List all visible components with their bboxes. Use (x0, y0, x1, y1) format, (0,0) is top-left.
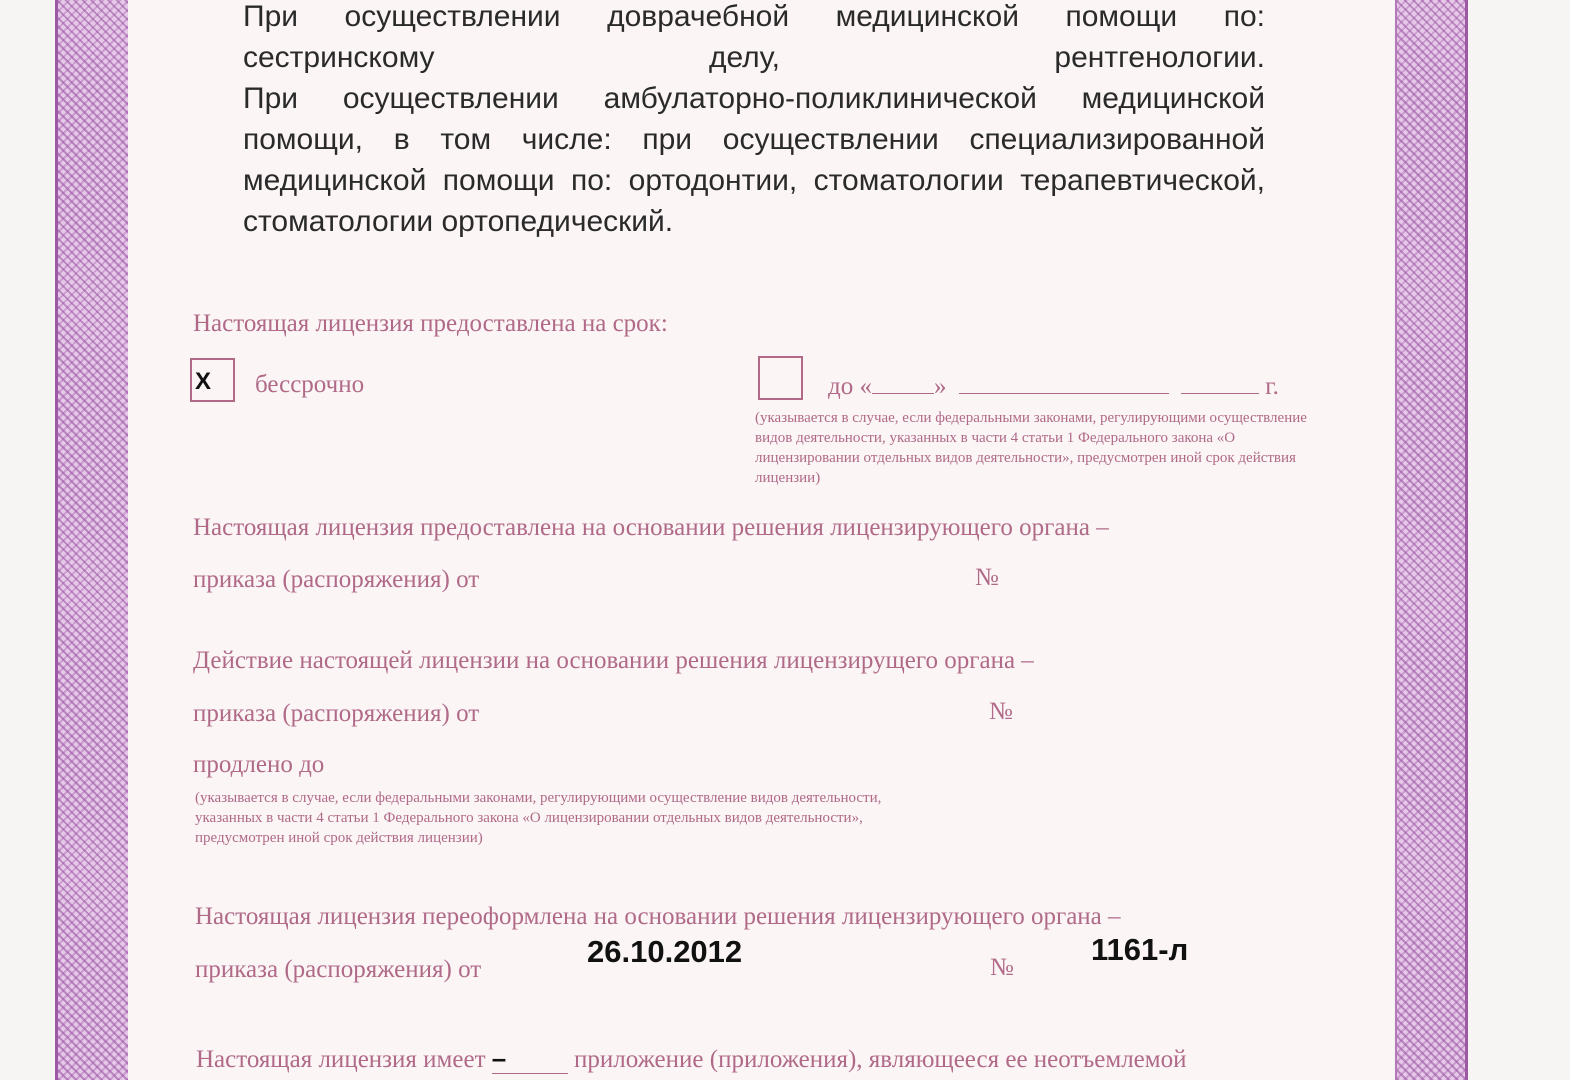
left-guilloche-border (55, 0, 130, 1080)
indefinite-label: бессрочно (255, 371, 365, 398)
term-note: (указывается в случае, если федеральными законами, регулирующими осуществление видов деятельности, указанных в части 4 статьи 1 Федерального закона «О лицензировании отдельных видов деятельности», предусмотрен иной срок действия лицензии) (755, 410, 1307, 486)
granted-line-2: приказа (распоряжения) от (193, 566, 480, 593)
indefinite-checkbox[interactable] (190, 358, 235, 402)
appendix-line (196, 1043, 1187, 1074)
right-guilloche-border (1395, 0, 1468, 1080)
appendix-prefix: Настоящая лицензия имеет (196, 1046, 486, 1073)
reissued-order-date: 26.10.2012 (587, 934, 743, 969)
reissued-line-2: приказа (распоряжения) от (195, 956, 482, 983)
until-quote-close: » (933, 373, 947, 400)
appendix-suffix: приложение (приложения), являющееся ее неотъемлемой (574, 1046, 1187, 1073)
extended-number-sign: № (989, 698, 1013, 725)
until-day-blank[interactable] (872, 371, 934, 394)
extended-line-3: продлено до (193, 751, 325, 778)
term-heading: Настоящая лицензия предоставлена на срок: (193, 310, 668, 337)
extended-line-2: приказа (распоряжения) от (193, 700, 480, 727)
granted-line-1: Настоящая лицензия предоставлена на основании решения лицензирующего органа – (193, 514, 1109, 541)
granted-number-sign: № (975, 564, 999, 591)
extended-note: (указывается в случае, если федеральными законами, регулирующими осуществление видов деятельности, указанных в части 4 статьи 1 Федерального закона «О лицензировании отдельных видов деятельности», предусмотрен иной срок действия лицензии) (195, 790, 882, 846)
indefinite-check-mark: X (195, 368, 212, 395)
until-date-checkbox[interactable] (758, 356, 803, 400)
reissued-number-sign: № (990, 954, 1014, 981)
activity-paragraph-2: При осуществлении амбулаторно-поликлинической медицинской помощи, в том числе: при осуществлении специализированной медицинской помощи по: ортодонтии, стоматологии терапевтической, стоматологии ортопедический. (243, 82, 1265, 238)
reissued-line-1: Настоящая лицензия переоформлена на основании решения лицензирующего органа – (195, 903, 1121, 930)
extended-line-1: Действие настоящей лицензии на основании решения лицензирущего органа – (193, 647, 1034, 674)
activity-paragraph-1: При осуществлении доврачебной медицинской помощи по: сестринскому делу, рентгенологии. (243, 0, 1265, 74)
until-month-blank[interactable] (959, 371, 1169, 394)
until-year-suffix: г. (1265, 373, 1279, 400)
activity-description (243, 0, 1265, 242)
reissued-order-number: 1161-л (1091, 932, 1189, 967)
until-prefix: до « (828, 373, 872, 400)
until-year-blank[interactable] (1181, 371, 1259, 394)
appendix-count: – (492, 1047, 568, 1074)
until-date-line (828, 371, 1279, 401)
